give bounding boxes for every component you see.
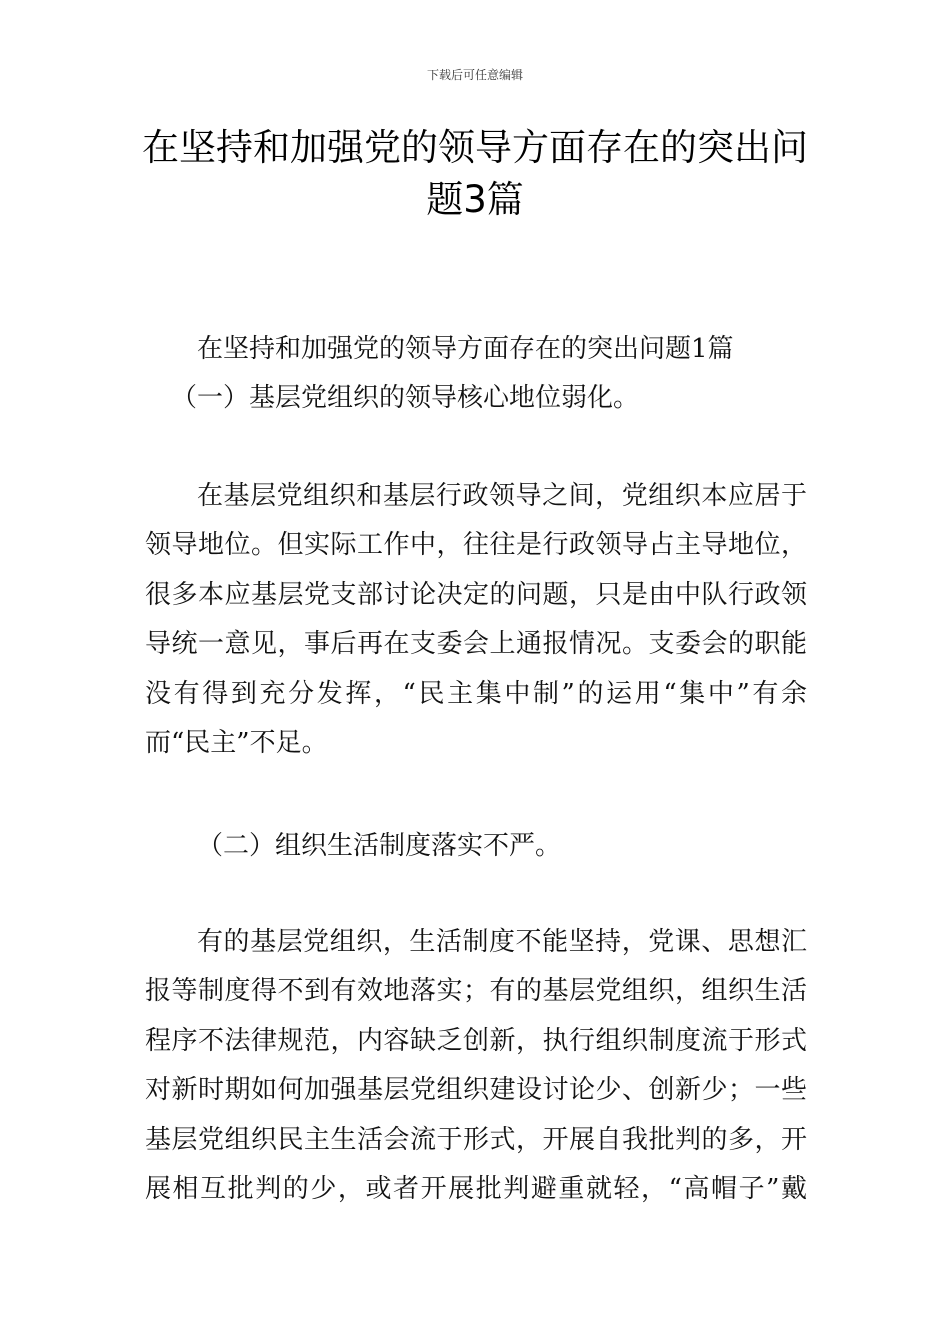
section-heading-2: （二）组织生活制度落实不严。 (197, 831, 562, 861)
article-heading: 在坚持和加强党的领导方面存在的突出问题1篇 (197, 334, 734, 364)
header-note: 下载后可任意编辑 (426, 68, 523, 82)
paragraph-line: 有的基层党组织，生活制度不能坚持，党课、思想汇 (197, 927, 807, 957)
paragraph-line: 程序不法律规范，内容缺乏创新，执行组织制度流于形式 (145, 1025, 807, 1056)
title-line-2: 题3篇 (426, 178, 524, 221)
paragraph-line: 报等制度得不到有效地落实；有的基层党组织，组织生活 (145, 976, 807, 1007)
paragraph-line: 领导地位。但实际工作中，往往是行政领导占主导地位， (145, 530, 807, 561)
paragraph-line: 没有得到充分发挥，“民主集中制”的运用“集中”有余 (145, 678, 807, 709)
paragraph-line: 基层党组织民主生活会流于形式，开展自我批判的多，开 (145, 1124, 807, 1155)
paragraph-2 (145, 918, 807, 1214)
title-line-1: 在坚持和加强党的领导方面存在的突出问 (142, 126, 808, 169)
paragraph-line: 很多本应基层党支部讨论决定的问题，只是由中队行政领 (145, 579, 807, 610)
paragraph-line: 展相互批判的少，或者开展批判避重就轻，“高帽子”戴 (145, 1174, 807, 1205)
section-heading-1: （一）基层党组织的领导核心地位弱化。 (171, 383, 640, 413)
paragraph-line: 而“民主”不足。 (145, 728, 328, 759)
document-title (140, 122, 810, 226)
paragraph-line: 对新时期如何加强基层党组织建设讨论少、创新少；一些 (145, 1075, 807, 1106)
paragraph-line: 导统一意见，事后再在支委会上通报情况。支委会的职能 (145, 629, 807, 660)
paragraph-1 (145, 472, 807, 768)
paragraph-line: 在基层党组织和基层行政领导之间，党组织本应居于 (197, 481, 807, 511)
